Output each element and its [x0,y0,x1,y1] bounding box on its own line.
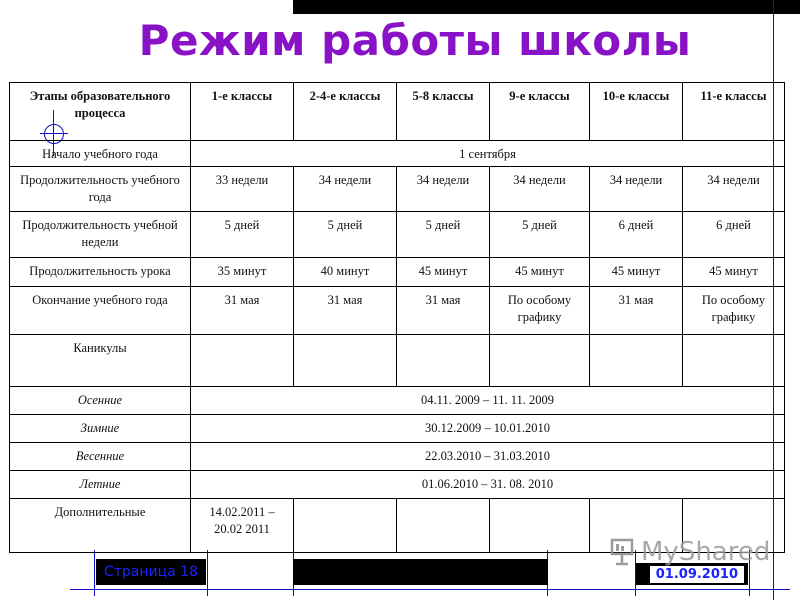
cell: 31 мая [590,287,683,335]
cell: 34 недели [590,167,683,212]
cell: 34 недели [490,167,590,212]
cell: 33 недели [191,167,294,212]
footer-bar [293,559,548,585]
cell: 5 дней [191,212,294,258]
cell: 31 мая [191,287,294,335]
watermark-logo [607,537,770,567]
winter-value: 30.12.2009 – 10.01.2010 [191,415,785,443]
cell [294,335,397,387]
cell [490,499,590,553]
presentation-icon [607,537,637,567]
cell: 34 недели [294,167,397,212]
table-row [10,258,785,287]
cell [490,335,590,387]
row-label-winter: Зимние [10,415,191,443]
cell: 5 дней [397,212,490,258]
header-col: 5-8 классы [397,83,490,141]
cell [397,499,490,553]
top-bar [293,0,800,14]
cell: 45 минут [590,258,683,287]
cell [590,335,683,387]
table-row [10,387,785,415]
row-label-week: Продолжительность учебной недели [10,212,191,258]
header-row [10,83,785,141]
table-row [10,287,785,335]
row-label-year: Продолжительность учебного года [10,167,191,212]
cell: 5 дней [294,212,397,258]
cell: 6 дней [683,212,785,258]
table-row [10,471,785,499]
row-label-spring: Весенние [10,443,191,471]
guide-line [70,589,790,590]
table-row [10,415,785,443]
row-label-autumn: Осенние [10,387,191,415]
cell: 35 минут [191,258,294,287]
cell: 40 минут [294,258,397,287]
row-label-summer: Летние [10,471,191,499]
header-col: 11-е классы [683,83,785,141]
table-row [10,212,785,258]
page-title: Режим работы школы [138,16,692,65]
spring-value: 22.03.2010 – 31.03.2010 [191,443,785,471]
cell: По особому графику [683,287,785,335]
autumn-value: 04.11. 2009 – 11. 11. 2009 [191,387,785,415]
header-col: 10-е классы [590,83,683,141]
table-row [10,335,785,387]
summer-value: 01.06.2010 – 31. 08. 2010 [191,471,785,499]
cell [397,335,490,387]
start-value: 1 сентября [191,141,785,167]
cell: 31 мая [294,287,397,335]
schedule-table [9,82,785,553]
header-col: 9-е классы [490,83,590,141]
extra-value: 14.02.2011 – 20.02 2011 [191,499,294,553]
row-label-end: Окончание учебного года [10,287,191,335]
cell: 34 недели [397,167,490,212]
cell [294,499,397,553]
cell: 45 минут [683,258,785,287]
row-label-extra: Дополнительные [10,499,191,553]
header-stage: Этапы образовательного процесса [10,83,191,141]
cell [191,335,294,387]
cell: 34 недели [683,167,785,212]
cell: 5 дней [490,212,590,258]
table-row [10,167,785,212]
cell: 45 минут [490,258,590,287]
row-label-lesson: Продолжительность урока [10,258,191,287]
row-label-start: Начало учебного года [10,141,191,167]
table-row [10,443,785,471]
row-label-holidays: Каникулы [10,335,191,387]
cell: 31 мая [397,287,490,335]
header-col: 1-е классы [191,83,294,141]
cell: По особому графику [490,287,590,335]
cell: 6 дней [590,212,683,258]
cell: 45 минут [397,258,490,287]
logo-text: MyShared [641,537,771,567]
table-row [10,141,785,167]
cell [683,335,785,387]
page-number: Страница 18 [96,559,206,585]
footer-date: 01.09.2010 [650,566,744,583]
header-col: 2-4-е классы [294,83,397,141]
